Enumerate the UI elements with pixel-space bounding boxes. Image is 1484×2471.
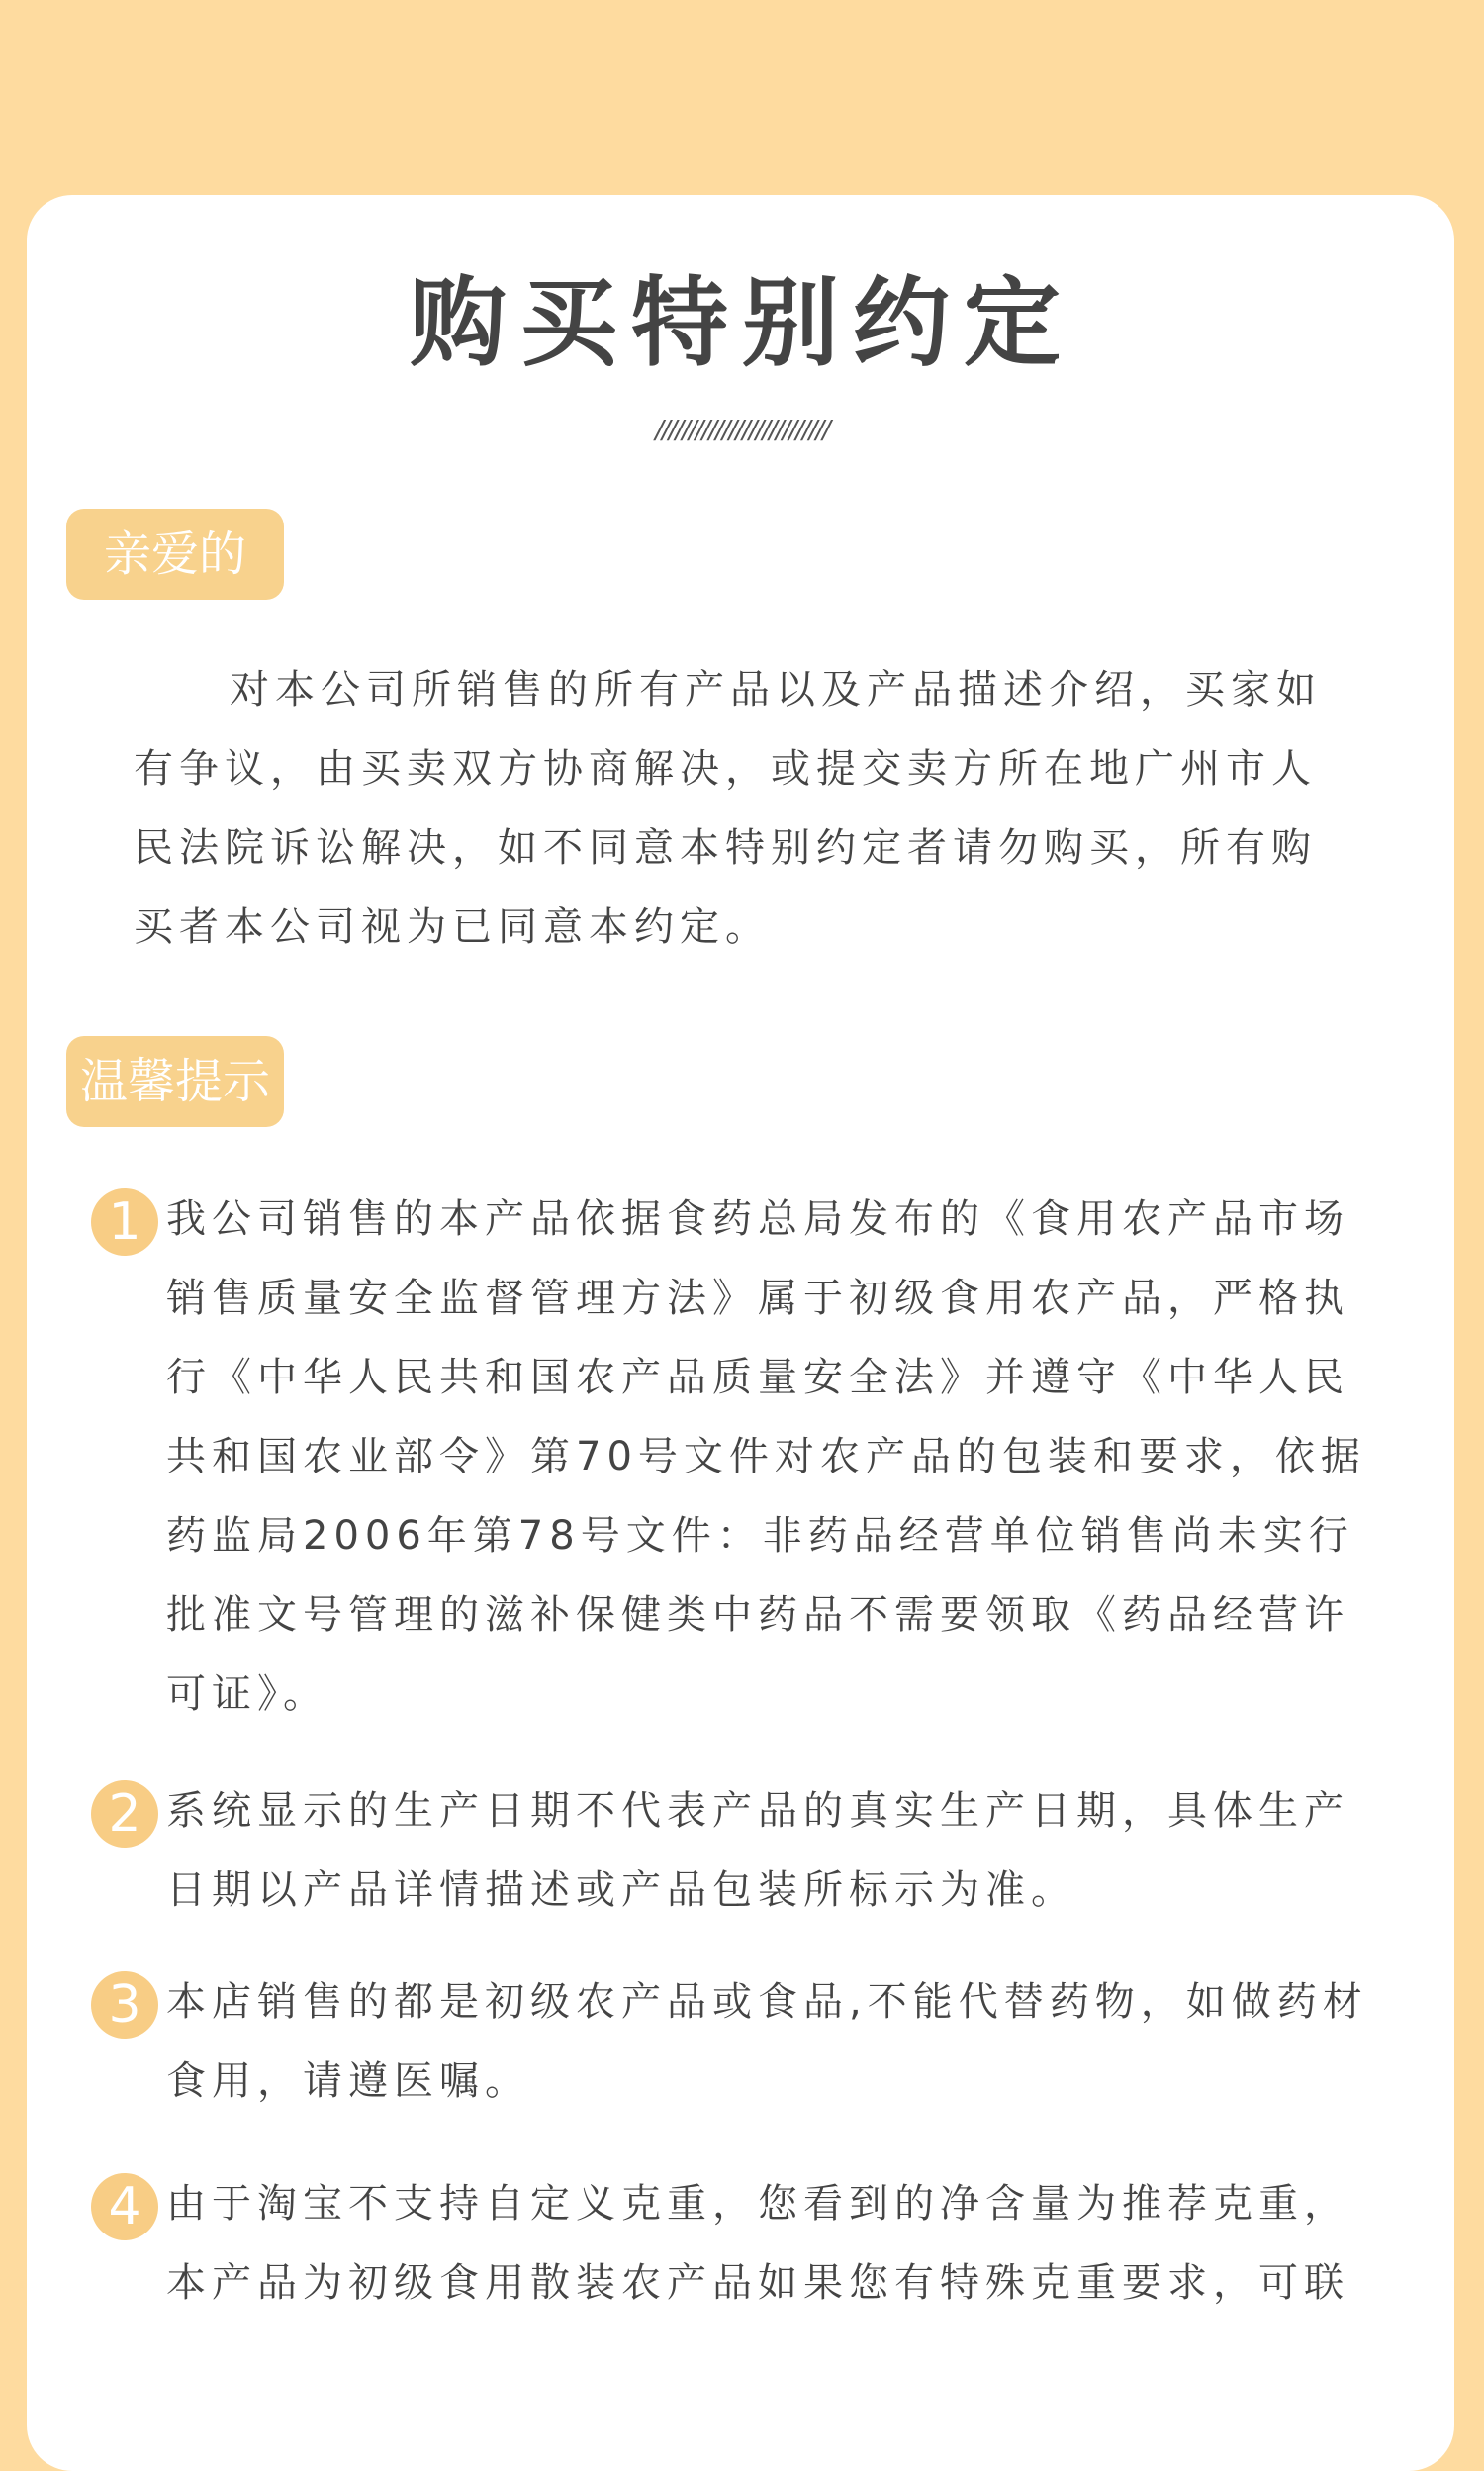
- page-title: 购买特别约定: [409, 267, 1074, 380]
- tip-line: 药监局2006年第78号文件：非药品经营单位销售尚未实行: [166, 1513, 1354, 1559]
- tip-line: 共和国农业部令》第70号文件对农产品的包装和要求，依据: [166, 1434, 1366, 1479]
- section-badge-dear: 亲爱的: [66, 509, 284, 600]
- paragraph-line: 有争议，由买卖双方协商解决，或提交卖方所在地广州市人: [134, 746, 1317, 792]
- number-badge-icon: 3: [91, 1971, 158, 2039]
- tip-line: 批准文号管理的滋补保健类中药品不需要领取《药品经营许: [166, 1592, 1349, 1638]
- tip-line: 食用，请遵医嘱。: [166, 2058, 530, 2104]
- tip-line: 由于淘宝不支持自定义克重，您看到的净含量为推荐克重，: [166, 2181, 1349, 2227]
- number-badge-icon: 4: [91, 2173, 158, 2240]
- paragraph-line: 民法院诉讼解决，如不同意本特别约定者请勿购买，所有购: [134, 825, 1317, 871]
- tip-line: 行《中华人民共和国农产品质量安全法》并遵守《中华人民: [166, 1355, 1349, 1400]
- tip-line: 可证》。: [166, 1671, 328, 1717]
- tip-line: 我公司销售的本产品依据食药总局发布的《食用农产品市场: [166, 1196, 1349, 1242]
- tip-line: 日期以产品详情描述或产品包装所标示为准。: [166, 1867, 1076, 1913]
- tip-line: 销售质量安全监督管理方法》属于初级食用农产品，严格执: [166, 1276, 1349, 1321]
- section-badge-tips: 温馨提示: [66, 1036, 284, 1127]
- tip-line: 系统显示的生产日期不代表产品的真实生产日期，具体生产: [166, 1788, 1349, 1834]
- number-badge-icon: 2: [91, 1780, 158, 1848]
- tip-line: 本店销售的都是初级农产品或食品,不能代替药物，如做药材: [166, 1979, 1368, 2025]
- tip-line: 本产品为初级食用散装农产品如果您有特殊克重要求，可联: [166, 2260, 1349, 2306]
- paragraph-line: 买者本公司视为已同意本约定。: [134, 904, 771, 950]
- paragraph-line: 对本公司所销售的所有产品以及产品描述介绍，买家如: [230, 667, 1322, 713]
- number-badge-icon: 1: [91, 1188, 158, 1256]
- divider: //////////////////////////: [655, 416, 829, 445]
